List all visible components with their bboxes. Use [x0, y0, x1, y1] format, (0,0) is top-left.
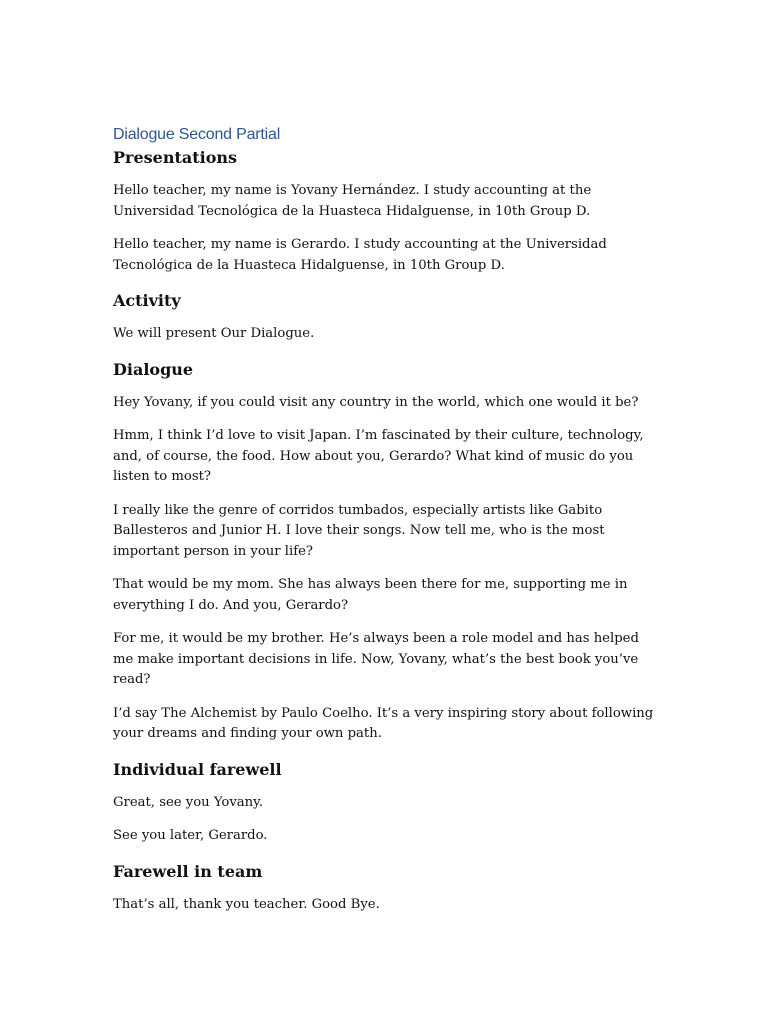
paragraph-dialogue-4: That would be my mom. She has always been there for me, supporting me in everything I do. And you, Gerardo?	[113, 577, 628, 613]
paragraph-dialogue-6: I’d say The Alchemist by Paulo Coelho. It’s a very inspiring story about following your dreams and finding your own path.	[113, 705, 654, 741]
heading-activity: Activity	[113, 291, 181, 310]
heading-dialogue: Dialogue	[113, 359, 194, 379]
paragraph-presentation-1: Hello teacher, my name is Yovany Hernández. I study accounting at the Universidad Tecnológica de la Huasteca Hidalguense, in 10th Group D.	[113, 183, 592, 219]
document-body	[113, 124, 658, 915]
heading-farewell-team: Farewell in team	[113, 861, 263, 881]
paragraph-activity-1: We will present Our Dialogue.	[113, 326, 315, 341]
paragraph-farewell-1: Great, see you Yovany.	[113, 794, 264, 810]
paragraph-presentation-2: Hello teacher, my name is Gerardo. I study accounting at the Universidad Tecnológica de la Huasteca Hidalguense, in 10th Group D.	[113, 237, 607, 273]
paragraph-dialogue-2: Hmm, I think I’d love to visit Japan. I’m fascinated by their culture, technology, and, of course, the food. How about you, Gerardo? What kind of music do you listen to most?	[113, 428, 644, 484]
paragraph-dialogue-1: Hey Yovany, if you could visit any country in the world, which one would it be?	[113, 394, 639, 410]
paragraph-team-farewell-1: That’s all, thank you teacher. Good Bye.	[113, 896, 380, 912]
heading-presentations: Presentations	[113, 148, 237, 167]
paragraph-dialogue-5: For me, it would be my brother. He’s always been a role model and has helped me make important decisions in life. Now, Yovany, what’s the best book you’ve read?	[113, 631, 639, 687]
paragraph-farewell-2: See you later, Gerardo.	[113, 828, 268, 843]
heading-individual-farewell: Individual farewell	[113, 759, 282, 779]
document-title: Dialogue Second Partial	[113, 126, 281, 143]
paragraph-dialogue-3: I really like the genre of corridos tumbados, especially artists like Gabito Ballesteros and Junior H. I love their songs. Now tell me, who is the most important person in your life?	[113, 502, 605, 559]
